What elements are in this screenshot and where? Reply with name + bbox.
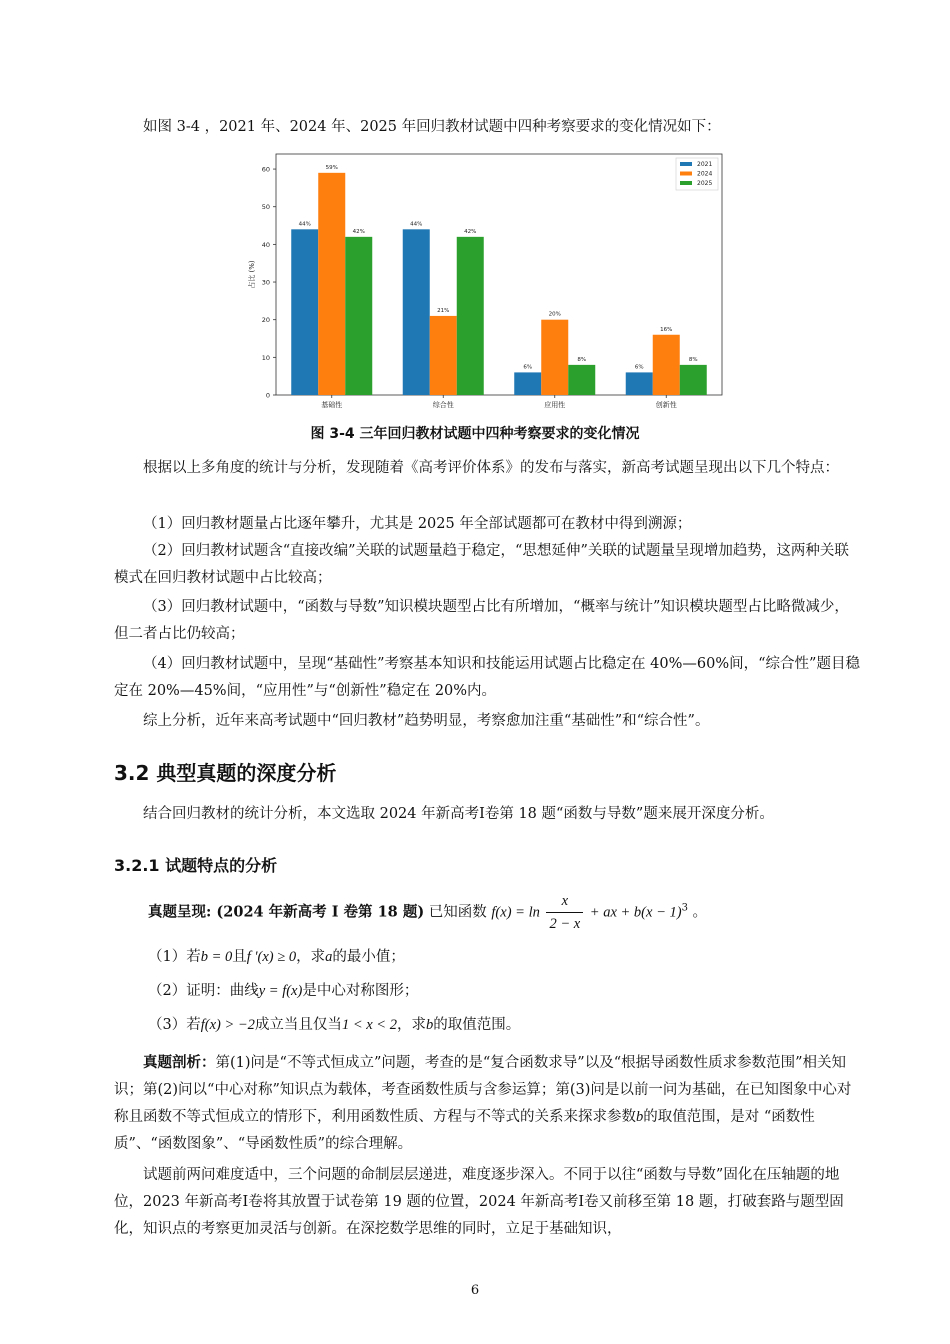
x-tick-label: 基础性: [321, 401, 343, 409]
q3-text-c: ，求: [396, 1017, 426, 1033]
q2-text-b: 是中心对称图形；: [302, 983, 419, 999]
question-3: [148, 1013, 520, 1034]
x-tick-label: 创新性: [655, 401, 677, 409]
finding-point-1: （1）回归教材题量占比逐年攀升，尤其是 2025 年全部试题都可在教材中得到溯源；: [143, 516, 692, 532]
bar-data-label: 16%: [660, 326, 673, 333]
y-axis-label: 占比 (%): [248, 260, 256, 289]
legend-label: 2021: [697, 161, 713, 168]
bar-2024-1: [318, 173, 345, 395]
figure-caption: 图 3-4 三年回归教材试题中四种考察要求的变化情况: [310, 426, 640, 442]
y-tick-label: 30: [261, 278, 270, 287]
bar-data-label: 44%: [298, 221, 311, 228]
bar-data-label: 59%: [325, 164, 338, 171]
x-tick-label: 综合性: [432, 401, 454, 409]
analysis-label: 真题剖析：: [143, 1054, 216, 1071]
q1-text-c: ，求: [296, 949, 326, 965]
q3-text-b: 成立当且仅当: [254, 1017, 342, 1033]
bar-data-label: 6%: [634, 364, 644, 371]
question-1: [148, 945, 405, 966]
q3-math-interval: 1 < x < 2: [341, 1017, 397, 1033]
q3-math-b: b: [425, 1017, 434, 1033]
bar-data-label: 21%: [437, 307, 450, 314]
legend-label: 2025: [697, 180, 713, 187]
bar-data-label: 8%: [577, 356, 587, 363]
bar-data-label: 6%: [523, 364, 533, 371]
bar-data-label: 20%: [548, 311, 561, 318]
analysis-text-b: 的取值范围，是对 “函数性质”、“函数图象”、“导函数性质”的综合理解。: [114, 1109, 815, 1152]
legend-swatch-2021: [680, 162, 692, 166]
function-rest: + ax + b(x − 1): [589, 904, 682, 921]
section-3-2-paragraph: 结合回归教材的统计分析，本文选取 2024 年新高考Ⅰ卷第 18 题“函数与导数”题来展开深度分析。: [143, 806, 774, 822]
bar-2021-4: [626, 372, 653, 395]
finding-point-4: （4）回归教材试题中，呈现“基础性”考察基本知识和技能运用试题占比稳定在 40%—60%间，“综合性”题目稳定在 20%—45%间，“应用性”与“创新性”稳定在 20%内。: [114, 656, 860, 699]
q3-math-inequality: f(x) > −2: [200, 1017, 255, 1033]
analysis-paragraph: [114, 1049, 862, 1158]
q2-text-a: （2）证明：曲线: [148, 983, 259, 999]
problem-lead: 已知函数: [428, 904, 487, 921]
y-tick-label: 40: [261, 240, 270, 249]
fraction-denominator: 2 − x: [549, 916, 581, 932]
q1-math-derivative: f '(x) ≥ 0: [246, 949, 297, 965]
bar-data-label: 42%: [352, 228, 365, 235]
bar-2024-3: [541, 320, 568, 395]
bar-2021-1: [291, 229, 318, 395]
problem-statement: [148, 890, 707, 935]
findings-paragraph: 根据以上多角度的统计与分析，发现随着《高考评价体系》的发布与落实，新高考试题呈现出以下几个特点：: [143, 460, 839, 476]
analysis-math-b: b: [636, 1109, 644, 1125]
bar-data-label: 8%: [688, 356, 698, 363]
closing-paragraph: 试题前两问难度适中，三个问题的命制层层递进，难度逐步深入。不同于以往“函数与导数”固化在压轴题的地位，2023 年新高考Ⅰ卷将其放置于试卷第 19 题的位置，2024 年新高考Ⅰ卷又前移至第 18 题，打破套路与题型固化，知识点的考察更加灵活与创新。在深挖数学思维的同时，立足于基础知识，: [114, 1167, 844, 1237]
y-tick-label: 60: [261, 165, 270, 174]
problem-label: 真题呈现: (2024 年新高考 I 卷第 18 题): [148, 903, 425, 921]
q2-math-curve: y = f(x): [258, 983, 303, 999]
y-tick-label: 0: [265, 391, 270, 400]
analysis-text-a: 第(1)问是“不等式恒成立”问题，考查的是“复合函数求导”以及“根据导函数性质求参数范围”相关知识；第(2)问以“中心对称”知识点为载体，考查函数性质与含参运算；第(3)问是以前一问为基础，在已知图象中心对称且函数不等式恒成立的情形下，利用函数性质、方程与不等式的关系来探求参数: [114, 1055, 852, 1125]
q1-text-b: 且: [232, 949, 247, 965]
function-name: f(x) = ln: [491, 904, 540, 921]
fraction-numerator: x: [546, 890, 583, 913]
q3-text-d: 的取值范围。: [433, 1017, 521, 1033]
bar-2024-4: [653, 335, 680, 395]
exponent: 3: [681, 902, 688, 914]
section-heading-3-2: 3.2 典型真题的深度分析: [114, 761, 337, 785]
bar-2025-2: [457, 237, 484, 395]
q1-text-d: 的最小值；: [332, 949, 405, 965]
finding-point-2: （2）回归教材试题含“直接改编”关联的试题量趋于稳定，“思想延伸”关联的试题量呈现增加趋势，这两种关联模式在回归教材试题中占比较高；: [114, 543, 849, 586]
legend-swatch-2025: [680, 181, 692, 185]
problem-end: 。: [692, 904, 708, 921]
q1-text-a: （1）若: [148, 949, 201, 965]
legend-label: 2024: [697, 170, 713, 178]
section-heading-3-2-1: 3.2.1 试题特点的分析: [114, 856, 278, 875]
bar-data-label: 44%: [410, 221, 423, 228]
q1-math-a: a: [325, 949, 333, 965]
bar-chart: [240, 144, 732, 416]
x-tick-label: 应用性: [544, 401, 566, 409]
summary-paragraph: 综上分析，近年来高考试题中“回归教材”趋势明显，考察愈加注重“基础性”和“综合性”。: [143, 713, 710, 729]
bar-2024-2: [430, 316, 457, 395]
bar-2025-1: [345, 237, 372, 395]
legend-swatch-2024: [680, 172, 692, 176]
bar-2021-2: [403, 229, 430, 395]
intro-paragraph: 如图 3-4 ，2021 年、2024 年、2025 年回归教材试题中四种考察要求的变化情况如下：: [143, 119, 721, 135]
y-tick-label: 20: [261, 316, 270, 325]
fraction: [546, 890, 583, 935]
page-number: 6: [470, 1283, 480, 1298]
bar-2021-3: [514, 372, 541, 395]
question-2: [148, 979, 418, 1000]
y-tick-label: 50: [261, 203, 270, 212]
bar-2025-3: [568, 365, 595, 395]
q1-math-b: b = 0: [200, 949, 233, 965]
q3-text-a: （3）若: [148, 1017, 201, 1033]
finding-point-3: （3）回归教材试题中，“函数与导数”知识模块题型占比有所增加，“概率与统计”知识模块题型占比略微减少，但二者占比仍较高；: [114, 599, 849, 642]
bar-data-label: 42%: [464, 228, 477, 235]
bar-2025-4: [680, 365, 707, 395]
y-tick-label: 10: [261, 353, 270, 362]
